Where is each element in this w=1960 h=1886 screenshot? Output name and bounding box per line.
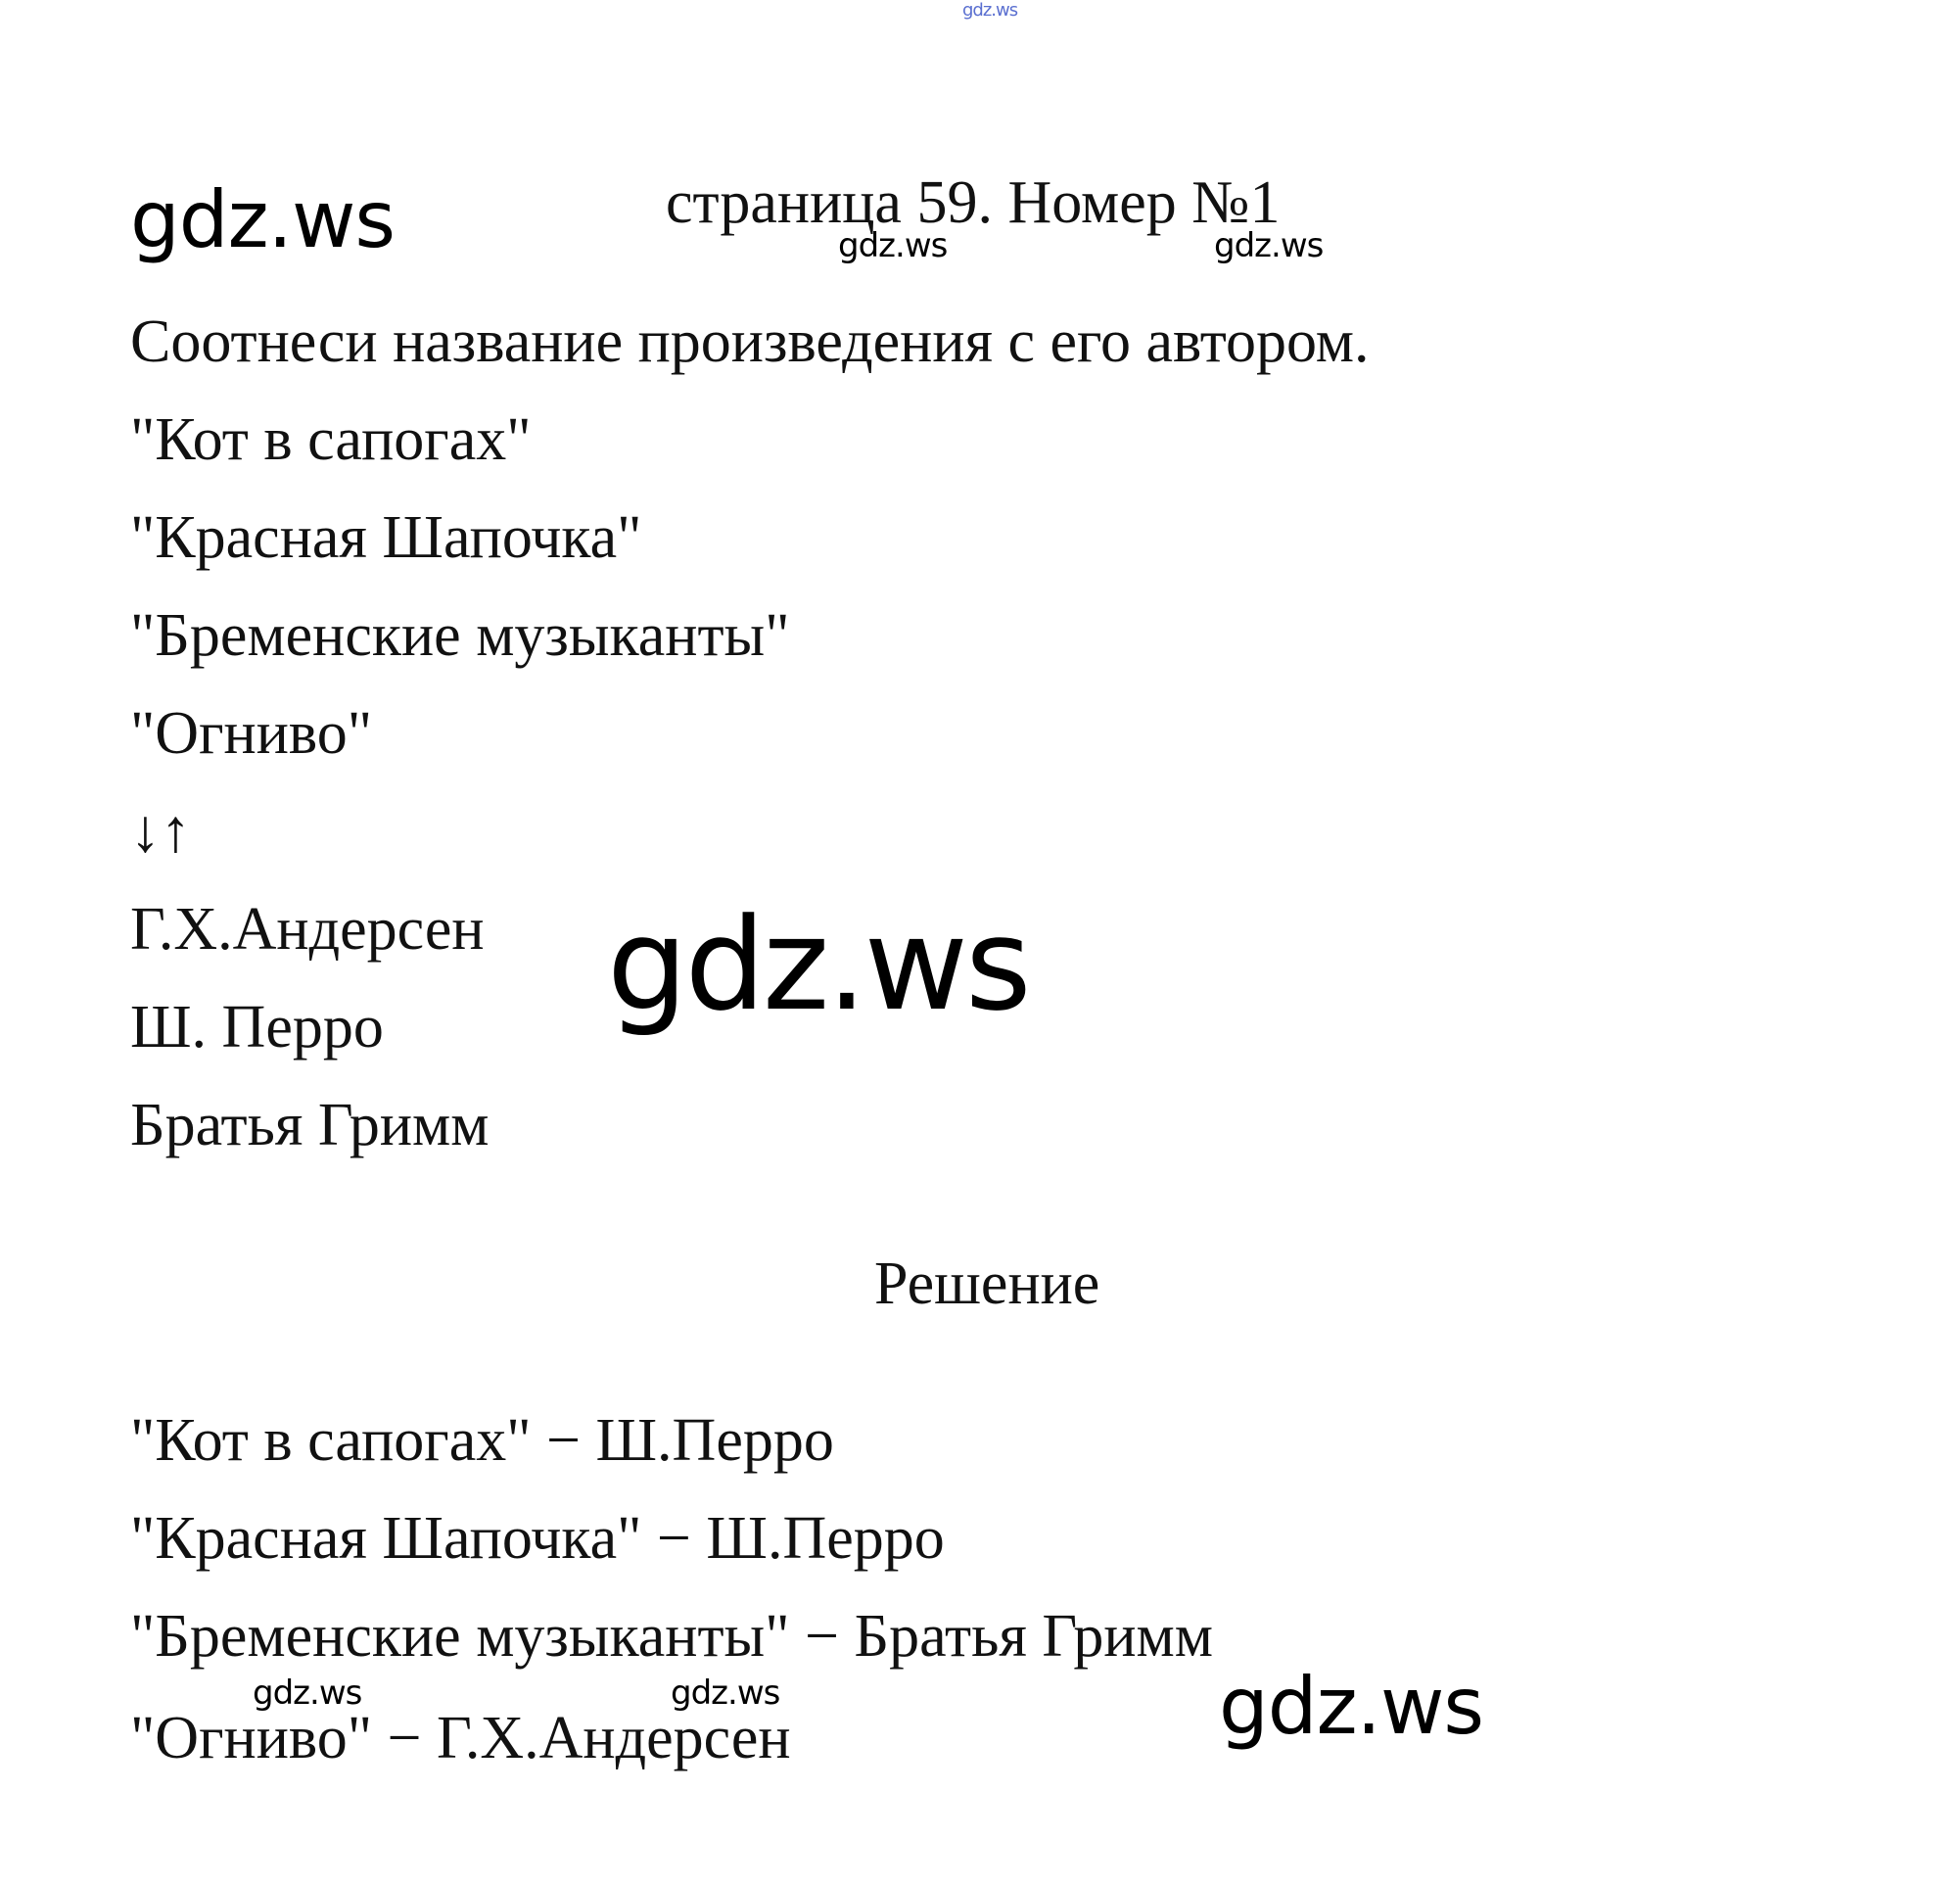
solution-heading: Решение (874, 1250, 1100, 1317)
solution-answer: "Кот в сапогах" − Ш.Перро (130, 1407, 834, 1474)
author-item: Г.Х.Андерсен (130, 896, 485, 963)
task-prompt: Соотнеси название произведения с его автором. (130, 308, 1370, 375)
watermark-header-small-1: gdz.ws (838, 226, 948, 265)
solution-answer: "Красная Шапочка" − Ш.Перро (130, 1505, 945, 1572)
author-item: Ш. Перро (130, 994, 384, 1061)
work-item: "Кот в сапогах" (130, 406, 532, 473)
work-item: "Огниво" (130, 700, 373, 767)
swap-arrows-icon: ↓↑ (130, 798, 191, 865)
author-item: Братья Гримм (130, 1092, 490, 1158)
work-item: "Красная Шапочка" (130, 504, 642, 571)
watermark-header-small-2: gdz.ws (1214, 226, 1324, 265)
watermark-bottom-small-1: gdz.ws (253, 1674, 362, 1713)
work-item: "Бременские музыканты" (130, 602, 790, 669)
page-title: страница 59. Номер №1 (666, 169, 1281, 236)
solution-answer: "Бременские музыканты" − Братья Гримм (130, 1603, 1213, 1670)
watermark-center-large: gdz.ws (607, 890, 1029, 1039)
watermark-bottom-small-2: gdz.ws (671, 1674, 780, 1713)
watermark-bottom-right: gdz.ws (1219, 1661, 1484, 1752)
watermark-logo-top-left: gdz.ws (130, 174, 396, 265)
solution-answer: "Огниво" − Г.Х.Андерсен (130, 1705, 791, 1771)
watermark-tiny-top: gdz.ws (962, 0, 1018, 21)
